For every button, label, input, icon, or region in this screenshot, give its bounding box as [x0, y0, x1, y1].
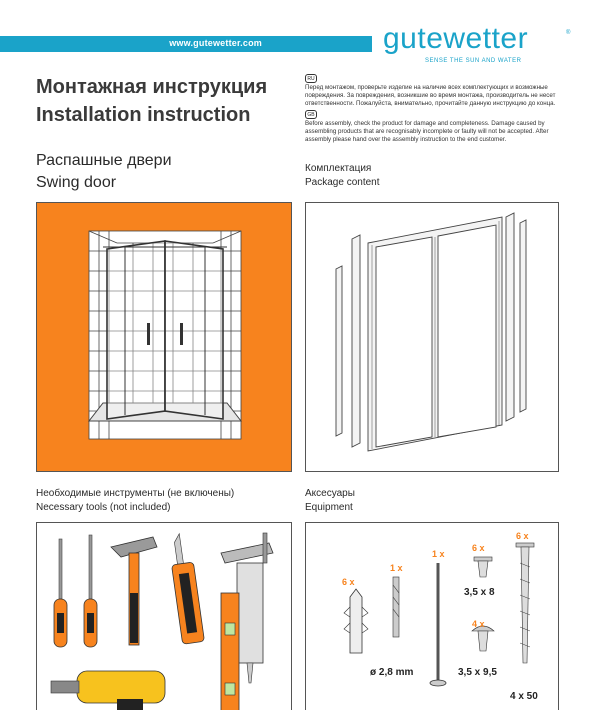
equipment-panel [305, 522, 559, 710]
title-ru: Монтажная инструкция [36, 76, 268, 98]
tools-heading-ru: Необходимые инструменты (не включены) [36, 488, 235, 499]
shower-swing-door-illustration [37, 203, 293, 473]
spirit-level-icon [221, 593, 239, 710]
brand-tagline: SENSE THE SUN AND WATER [425, 58, 522, 64]
phillips-screwdriver-icon [84, 535, 97, 647]
drill-bit-quantity: 1 x [390, 563, 403, 573]
short-screw-quantity: 6 x [472, 543, 485, 553]
hammer-icon [111, 537, 157, 645]
title-en: Installation instruction [36, 104, 251, 126]
equipment-heading-en: Equipment [305, 502, 353, 513]
short-screw-icon [474, 557, 492, 577]
short-screw-size: 3,5 x 8 [464, 587, 495, 598]
header-bar [0, 36, 372, 52]
notice-text-ru: Перед монтажом, проверьте изделие на наличие всех комплектующих и возможные повреждения. За повреждения, возникшие во время монтажа, производитель не несет ответственности. Пожалуйста, внимательно, прочитайте данную инструкцию до конца. [305, 84, 556, 107]
tools-heading-en: Necessary tools (not included) [36, 502, 171, 513]
package-content-panel [305, 202, 559, 472]
brand-registered-mark: ® [566, 30, 571, 36]
round-screw-quantity: 4 x [472, 619, 485, 629]
tools-panel [36, 522, 292, 710]
product-name-en: Swing door [36, 174, 117, 191]
gb-language-badge: GB [305, 110, 317, 119]
nail-icon [430, 563, 446, 686]
package-heading-en: Package content [305, 177, 380, 188]
assembly-notice [305, 74, 557, 146]
drill-bit-size: ø 2,8 mm [370, 667, 414, 678]
package-heading-ru: Комплектация [305, 163, 372, 174]
power-drill-icon [51, 671, 165, 710]
drill-bit-icon [393, 577, 399, 637]
tools-illustration [37, 523, 293, 710]
flathead-screwdriver-icon [54, 539, 67, 647]
long-screw-quantity: 6 x [516, 531, 529, 541]
long-screw-icon [516, 543, 534, 663]
equipment-heading-ru: Аксесуары [305, 488, 355, 499]
product-name-ru: Распашные двери [36, 152, 172, 169]
nail-quantity: 1 x [432, 549, 445, 559]
ru-language-badge: RU [305, 74, 317, 83]
swing-door-illustration-panel [36, 202, 292, 472]
wall-plug-quantity: 6 x [342, 577, 355, 587]
wall-plug-icon [344, 589, 368, 653]
brand-logo [383, 22, 573, 68]
round-head-screw-icon [472, 626, 494, 651]
utility-knife-icon [167, 532, 204, 644]
brand-wordmark: gutewetter [383, 22, 529, 55]
round-screw-size: 3,5 x 9,5 [458, 667, 497, 678]
long-screw-size: 4 x 50 [510, 691, 538, 702]
package-parts-illustration [306, 203, 560, 473]
notice-text-en: Before assembly, check the product for damage and completeness. Damage caused by assembling products that are recognisably incomplete or faulty will not be accepted. After assembly please hand over the assembly instruction to the end customer. [305, 120, 549, 143]
website-url[interactable]: www.gutewetter.com [169, 38, 262, 48]
